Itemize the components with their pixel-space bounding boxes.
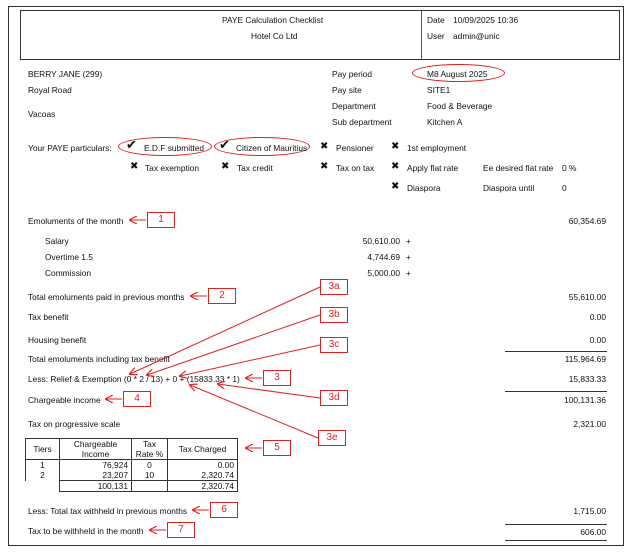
tax-on-tax: Tax on tax [336,163,375,173]
report-title: PAYE Calculation Checklist [222,15,324,25]
callout-1: 1 [147,212,175,228]
total-income-cell: 100,131 [60,481,132,492]
rate-cell: 10 [132,470,168,481]
diaspora: Diaspora [407,183,441,193]
emoluments-total: 60,354.69 [568,216,606,226]
citizen-of-mauritius: Citizen of Mauritius [236,143,308,153]
pay-period-value: M8 August 2025 [427,69,488,79]
commission-label: Commission [45,268,92,278]
ee-flat-rate-value: 0 % [562,163,577,173]
callout-3: 3 [263,370,291,386]
pay-site-value: SITE1 [427,85,451,95]
chargeable-label: Chargeable income [28,395,101,405]
rate-cell: 0 [132,460,168,471]
month-tax-label: Tax to be withheld in the month [28,526,144,536]
housing-benefit-value: 0.00 [589,335,606,345]
commission-value: 5,000.00 [367,268,400,278]
tiers-header: Tiers [26,439,60,460]
apply-flat-rate: Apply flat rate [407,163,459,173]
callout-3b: 3b [320,307,348,323]
salary-label: Salary [45,236,69,246]
sub-department-value: Kitchen A [427,117,463,127]
user-value: admin@unic [453,31,500,41]
arrow-3b [147,315,320,375]
chargeable-income-header: Chargeable Income [60,439,132,460]
callout-5: 5 [263,440,291,456]
tax-rate-header: Tax Rate % [132,439,168,460]
pensioner: Pensioner [336,143,374,153]
cross-icon: ✖ [130,161,139,172]
cross-icon: ✖ [391,141,400,152]
callout-3d: 3d [320,390,348,406]
callout-3c: 3c [320,337,348,353]
income-cell: 76,924 [60,460,132,471]
diaspora-until-value: 0 [562,183,567,193]
department-label: Department [332,101,376,111]
cross-icon: ✖ [221,161,230,172]
cross-icon: ✖ [391,161,400,172]
charged-cell: 2,320.74 [168,470,238,481]
relief-label: Less: Relief & Exemption (0 * 2 / 13) + 0 + (15833.33 * 1) [28,374,240,384]
tier-cell: 1 [26,460,60,471]
progressive-value: 2,321.00 [573,419,606,429]
overtime-label: Overtime 1.5 [45,252,93,262]
sub-department-label: Sub department [332,117,392,127]
prev-emoluments-label: Total emoluments paid in previous months [28,292,185,302]
month-tax-value: 606.00 [580,527,606,537]
emoluments-label: Emoluments of the month [28,216,124,226]
callout-7: 7 [167,522,195,538]
prev-emoluments-value: 55,610.00 [568,292,606,302]
employee-address-2: Vacoas [28,109,56,119]
progressive-label: Tax on progressive scale [28,419,121,429]
edf-submitted: E.D.F submitted [144,143,205,153]
tax-benefit-label: Tax benefit [28,312,69,322]
date-label: Date [427,15,445,25]
total-incl-label: Total emoluments including tax benefit [28,354,170,364]
charged-cell: 0.00 [168,460,238,471]
tier-cell: 2 [26,470,60,481]
particulars-label: Your PAYE particulars: [28,143,112,153]
cross-icon: ✖ [320,161,329,172]
callout-3a: 3a [320,279,348,295]
cross-icon: ✖ [320,141,329,152]
employee-address-1: Royal Road [28,85,72,95]
tax-credit: Tax credit [237,163,273,173]
tax-benefit-value: 0.00 [589,312,606,322]
plus-sign: + [406,252,411,262]
tax-charged-header: Tax Charged [168,439,238,460]
total-incl-value: 115,964.69 [564,354,606,364]
ee-flat-rate-label: Ee desired flat rate [483,163,554,173]
check-icon: ✔ [126,138,137,153]
plus-sign: + [406,236,411,246]
callout-2: 2 [208,288,236,304]
arrow-3d [218,384,320,398]
cross-icon: ✖ [391,181,400,192]
tax-exemption: Tax exemption [145,163,199,173]
chargeable-value: 100,131.36 [564,395,606,405]
plus-sign: + [406,268,411,278]
income-cell: 23,207 [60,470,132,481]
prev-tax-value: 1,715.00 [573,506,606,516]
overtime-value: 4,744.69 [367,252,400,262]
date-value: 10/09/2025 10:36 [453,15,519,25]
pay-site-label: Pay site [332,85,362,95]
housing-benefit-label: Housing benefit [28,335,87,345]
diaspora-until-label: Diaspora until [483,183,535,193]
callout-3e: 3e [318,430,346,446]
department-value: Food & Beverage [427,101,493,111]
callout-6: 6 [210,502,238,518]
user-label: User [427,31,445,41]
first-employment: 1st employment [407,143,467,153]
relief-value: 15,833.33 [568,374,606,384]
pay-period-label: Pay period [332,69,373,79]
prev-tax-label: Less: Total tax withheld in previous months [28,506,188,516]
callout-4: 4 [123,391,151,407]
arrow-3e [190,385,318,438]
arrow-3c [180,345,320,376]
salary-value: 50,610.00 [362,236,400,246]
total-charged-cell: 2,320.74 [168,481,238,492]
check-icon: ✔ [219,138,230,153]
employee-name: BERRY JANE (299) [28,69,103,79]
company-name: Hotel Co Ltd [251,31,298,41]
